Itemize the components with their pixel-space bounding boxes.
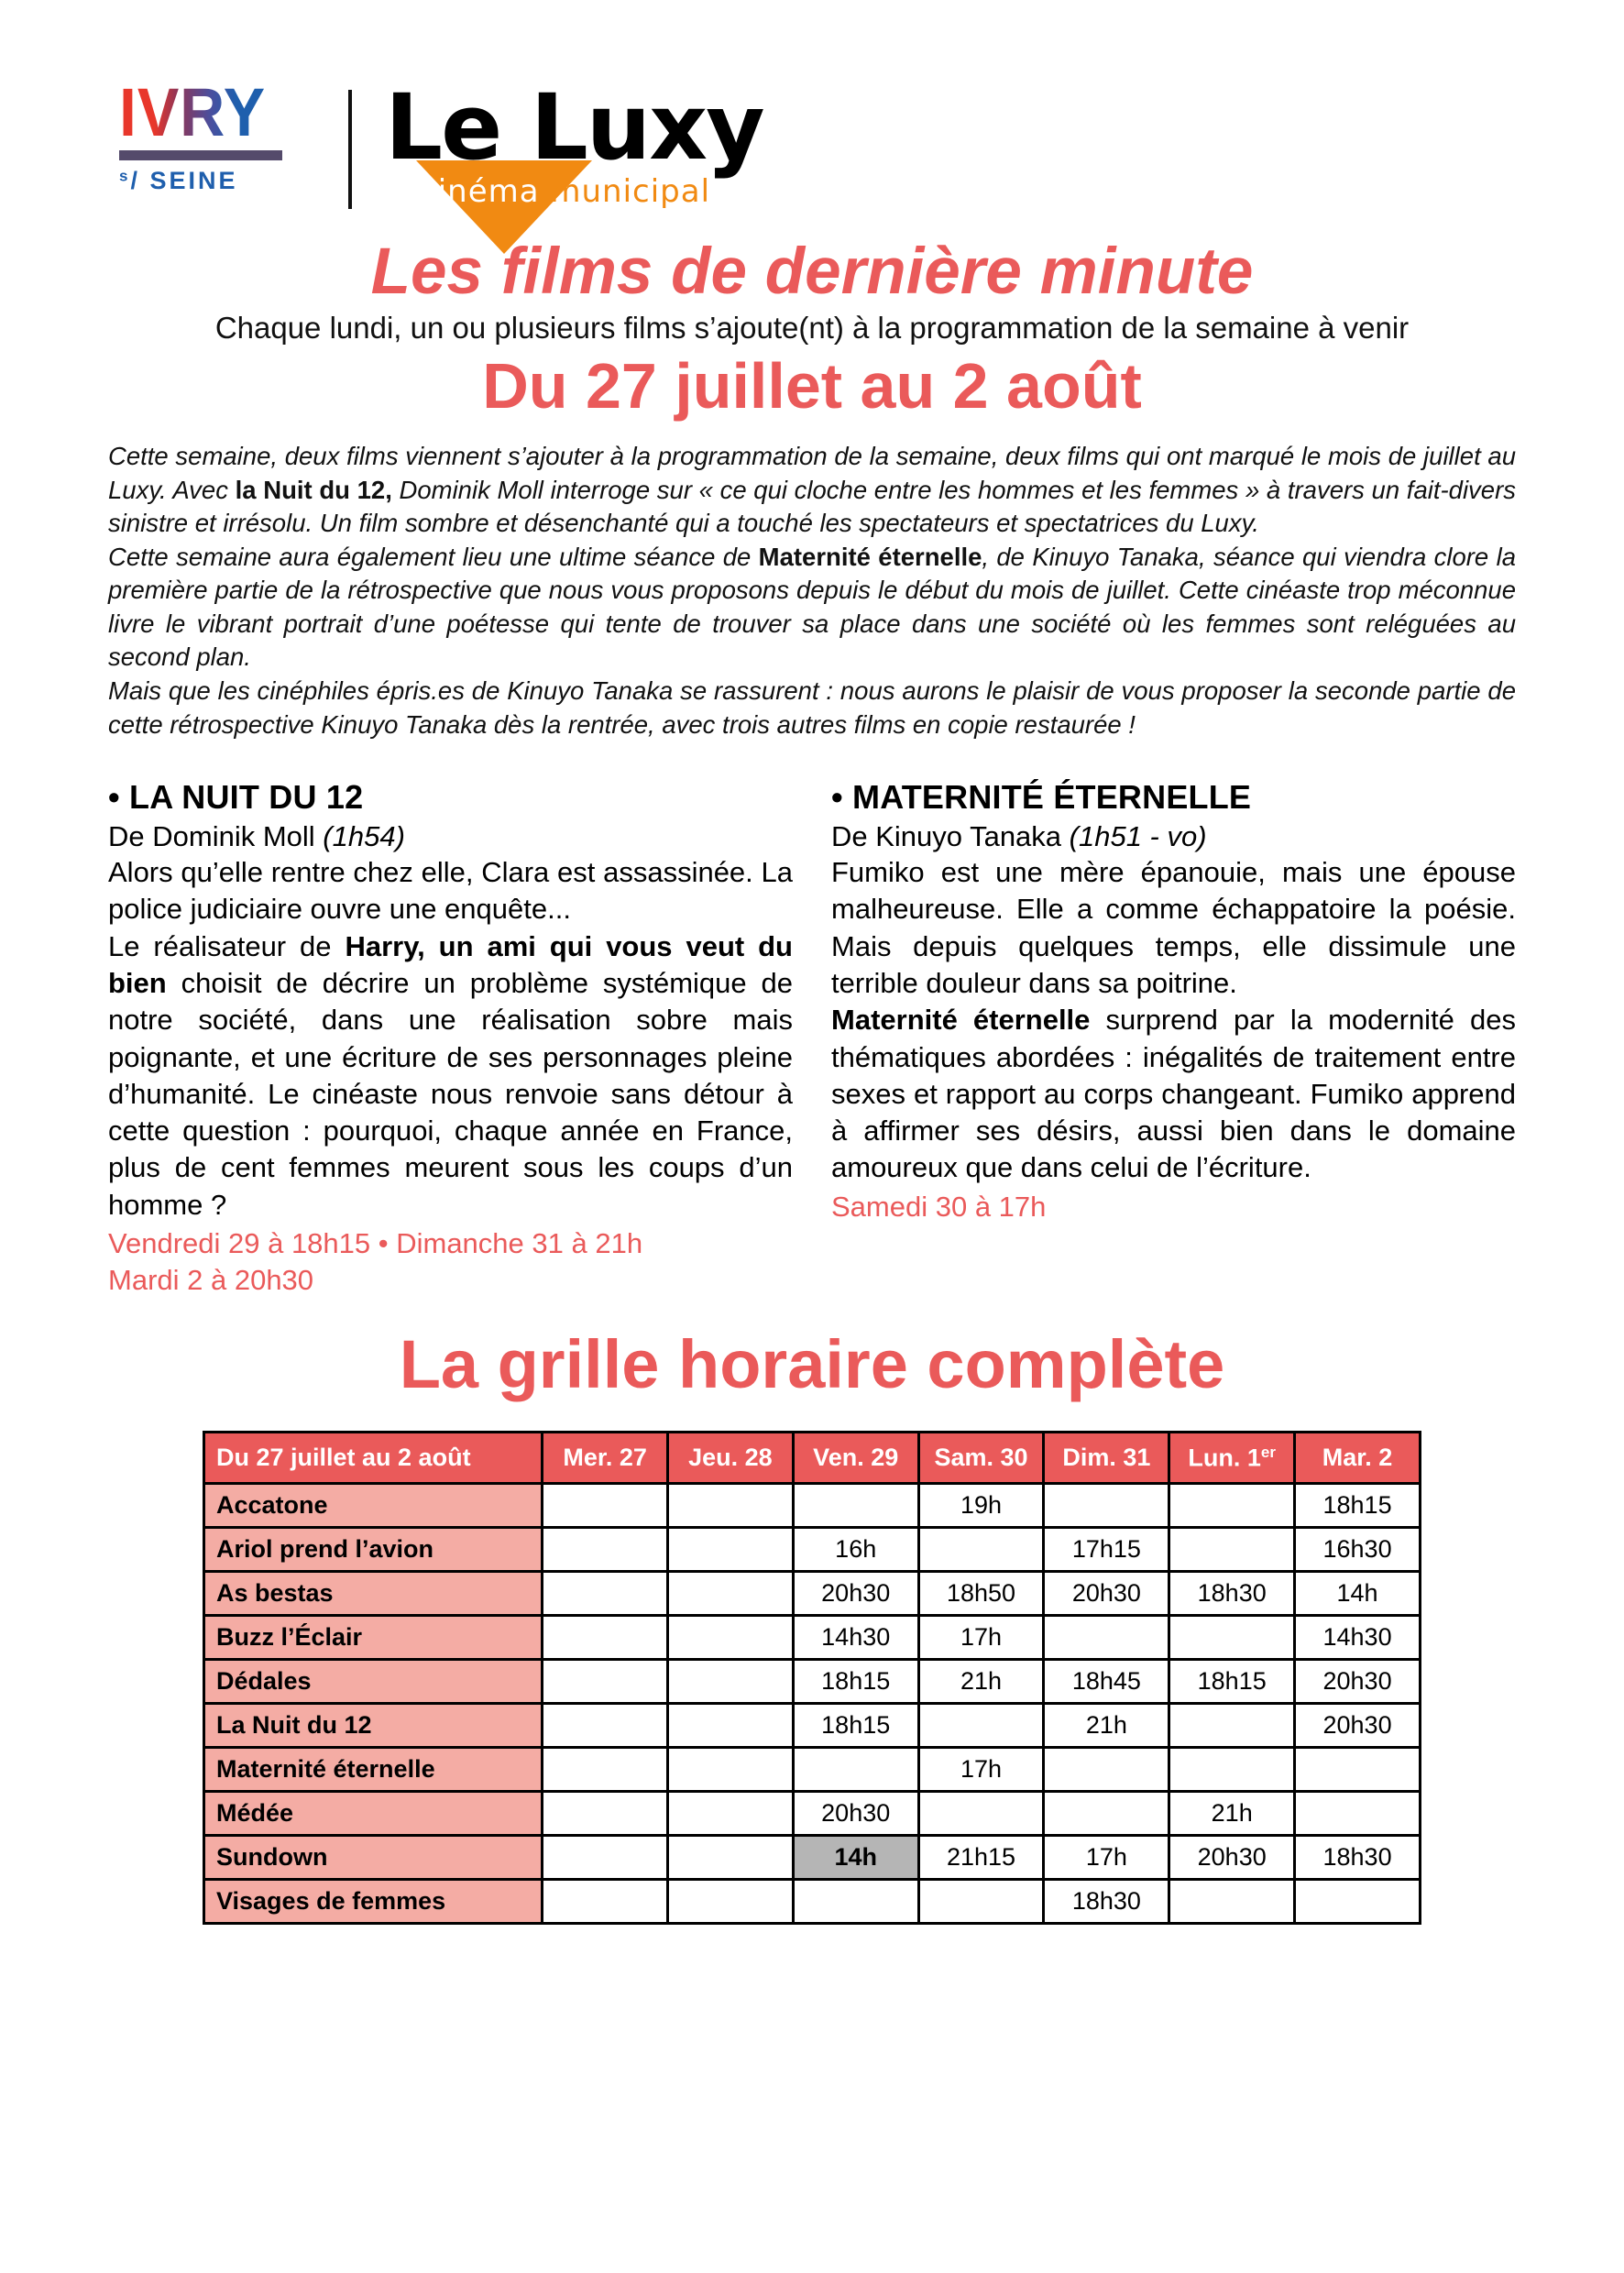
- luxy-tagline-word-2: municipal: [539, 173, 711, 210]
- schedule-empty-cell: [1044, 1484, 1169, 1528]
- ivry-city-logo: [119, 74, 312, 195]
- page-subtitle: Chaque lundi, un ou plusieurs films s’ajoute(nt) à la programmation de la semaine à venir: [214, 310, 1410, 345]
- schedule-empty-cell: [668, 1880, 794, 1924]
- table-row: [204, 1616, 1421, 1660]
- schedule-header-day-2: Jeu. 28: [668, 1433, 794, 1484]
- schedule-showtime-cell[interactable]: 21h: [918, 1660, 1044, 1704]
- schedule-showtime-cell[interactable]: 18h30: [1044, 1880, 1169, 1924]
- schedule-empty-cell: [1044, 1616, 1169, 1660]
- film-credit: [108, 820, 793, 853]
- schedule-film-name: Dédales: [204, 1660, 543, 1704]
- table-row: [204, 1528, 1421, 1572]
- intro-p1-bold: la Nuit du 12,: [235, 475, 392, 504]
- film-showtimes: [831, 1189, 1516, 1225]
- film-credit-director: De Kinuyo Tanaka: [831, 820, 1070, 853]
- schedule-showtime-cell[interactable]: 18h30: [1295, 1836, 1421, 1880]
- film-showtimes-line-1: Samedi 30 à 17h: [831, 1190, 1047, 1223]
- schedule-empty-cell: [1044, 1792, 1169, 1836]
- schedule-film-name: As bestas: [204, 1572, 543, 1616]
- schedule-showtime-cell[interactable]: 18h15: [1169, 1660, 1295, 1704]
- schedule-table-wrap: [0, 1431, 1624, 1925]
- schedule-showtime-cell[interactable]: 20h30: [1295, 1660, 1421, 1704]
- schedule-film-name: Accatone: [204, 1484, 543, 1528]
- schedule-showtime-cell[interactable]: 17h: [918, 1616, 1044, 1660]
- schedule-empty-cell: [668, 1792, 794, 1836]
- schedule-empty-cell: [793, 1748, 918, 1792]
- film-columns: [108, 778, 1516, 1298]
- schedule-showtime-cell[interactable]: 20h30: [1295, 1704, 1421, 1748]
- film-title: • MATERNITÉ ÉTERNELLE: [831, 778, 1252, 817]
- film-review-part-a: Le réalisateur de: [108, 929, 346, 962]
- film-review-part-b: choisit de décrire un problème systémique de notre société, dans une réalisation sobre mais poignante, et une écriture de ses personnages pleine d’humanité. Le cinéaste nous renvoie sans détour à cette question : pourquoi, chaque année en France, plus de cent femmes meurent sous les coups d’un homme ?: [108, 967, 793, 1221]
- schedule-header-day-7: Mar. 2: [1295, 1433, 1421, 1484]
- schedule-showtime-cell[interactable]: 17h: [918, 1748, 1044, 1792]
- film-synopsis: Fumiko est une mère épanouie, mais une épouse malheureuse. Elle a comme échappatoire la poésie. Mais depuis quelques temps, elle dissimule une terrible douleur dans sa poitrine.: [831, 856, 1516, 999]
- schedule-empty-cell: [668, 1616, 794, 1660]
- intro-p1-part-b: Dominik Moll interroge sur « ce qui cloche entre les hommes et les femmes » à travers un fait-divers sinistre et irrésolu. Un film sombre et désenchanté qui a touché les spectateurs et spectatrices du Luxy.: [108, 475, 1517, 538]
- date-range-heading: Du 27 juillet au 2 août: [482, 349, 1142, 422]
- film-title: • LA NUIT DU 12: [108, 778, 364, 817]
- schedule-film-name: Visages de femmes: [204, 1880, 543, 1924]
- schedule-empty-cell: [543, 1836, 668, 1880]
- schedule-header-row: [204, 1433, 1421, 1484]
- schedule-empty-cell: [543, 1572, 668, 1616]
- film-credit: [831, 820, 1516, 853]
- ivry-rule: [119, 150, 282, 160]
- schedule-empty-cell: [1169, 1748, 1295, 1792]
- schedule-film-name: La Nuit du 12: [204, 1704, 543, 1748]
- film-review-bold: Maternité éternelle: [831, 1004, 1091, 1037]
- schedule-empty-cell: [543, 1880, 668, 1924]
- schedule-empty-cell: [1169, 1704, 1295, 1748]
- schedule-showtime-cell[interactable]: 18h15: [793, 1660, 918, 1704]
- schedule-showtime-cell[interactable]: 16h: [793, 1528, 918, 1572]
- schedule-showtime-cell[interactable]: 21h: [1169, 1792, 1295, 1836]
- schedule-showtime-cell[interactable]: 21h: [1044, 1704, 1169, 1748]
- schedule-empty-cell: [668, 1572, 794, 1616]
- schedule-table-body: [204, 1484, 1421, 1924]
- logo-bar: [0, 0, 1624, 238]
- schedule-header-day-suffix: er: [1260, 1444, 1276, 1462]
- intro-text: [108, 440, 1516, 741]
- table-row: [204, 1572, 1421, 1616]
- schedule-empty-cell: [1295, 1792, 1421, 1836]
- intro-paragraph-1: [108, 440, 1516, 541]
- film-credit-duration: (1h54): [323, 820, 405, 853]
- schedule-showtime-cell[interactable]: 14h30: [1295, 1616, 1421, 1660]
- schedule-showtime-cell[interactable]: 18h30: [1169, 1572, 1295, 1616]
- schedule-showtime-cell[interactable]: 20h30: [1169, 1836, 1295, 1880]
- table-row: [204, 1660, 1421, 1704]
- film-column-maternite-eternelle: [831, 778, 1516, 1298]
- film-review-part-b: surprend par la modernité des thématiques abordées : inégalités de traitement entre sexes et rapport au corps changeant. Fumiko apprend à affirmer ses désirs, aussi bien dans le domaine amoureux que dans celui de l’écriture.: [831, 1004, 1516, 1184]
- schedule-empty-cell: [793, 1484, 918, 1528]
- film-showtimes-line-2: Mardi 2 à 20h30: [108, 1263, 314, 1296]
- schedule-empty-cell: [543, 1528, 668, 1572]
- schedule-empty-cell: [543, 1704, 668, 1748]
- schedule-showtime-cell[interactable]: 20h30: [793, 1792, 918, 1836]
- schedule-header-day-3: Ven. 29: [793, 1433, 918, 1484]
- schedule-empty-cell: [793, 1880, 918, 1924]
- schedule-showtime-cell[interactable]: 17h: [1044, 1836, 1169, 1880]
- schedule-showtime-cell[interactable]: 19h: [918, 1484, 1044, 1528]
- schedule-showtime-cell[interactable]: 20h30: [793, 1572, 918, 1616]
- luxy-tagline: [420, 173, 710, 210]
- schedule-empty-cell: [668, 1484, 794, 1528]
- schedule-empty-cell: [543, 1748, 668, 1792]
- schedule-showtime-cell[interactable]: 21h15: [918, 1836, 1044, 1880]
- schedule-film-name: Sundown: [204, 1836, 543, 1880]
- schedule-empty-cell: [918, 1528, 1044, 1572]
- schedule-empty-cell: [543, 1792, 668, 1836]
- film-showtimes-line-1: Vendredi 29 à 18h15 • Dimanche 31 à 21h: [108, 1227, 643, 1260]
- luxy-tagline-word-1: cinéma: [420, 173, 540, 210]
- table-row: [204, 1880, 1421, 1924]
- ivry-wordmark: IVRY: [119, 74, 267, 150]
- luxy-cinema-logo: [385, 75, 763, 225]
- film-showtimes: [108, 1225, 793, 1298]
- schedule-header-daterange: Du 27 juillet au 2 août: [204, 1433, 543, 1484]
- table-row: [204, 1792, 1421, 1836]
- film-review: [831, 1002, 1516, 1186]
- schedule-table-head: [204, 1433, 1421, 1484]
- schedule-empty-cell: [668, 1528, 794, 1572]
- intro-paragraph-3: Mais que les cinéphiles épris.es de Kinuyo Tanaka se rassurent : nous aurons le plaisir de vous proposer la seconde partie de cette rétrospective Kinuyo Tanaka dès la rentrée, avec trois autres films en copie restaurée !: [108, 675, 1516, 739]
- ivry-sub-rest: / SEINE: [130, 167, 238, 195]
- schedule-header-day-6: Lun. 1er: [1169, 1433, 1295, 1484]
- intro-paragraph-2: [108, 541, 1516, 675]
- film-review-bold: Harry, un ami qui vous veut du bien: [108, 929, 793, 999]
- schedule-showtime-cell[interactable]: 17h15: [1044, 1528, 1169, 1572]
- luxy-tagline-wrap: [385, 160, 763, 225]
- schedule-empty-cell: [918, 1704, 1044, 1748]
- schedule-showtime-cell[interactable]: 18h15: [793, 1704, 918, 1748]
- luxy-wordmark: Le Luxy: [385, 75, 763, 181]
- schedule-empty-cell: [543, 1660, 668, 1704]
- schedule-film-name: Médée: [204, 1792, 543, 1836]
- schedule-empty-cell: [668, 1748, 794, 1792]
- schedule-showtime-cell[interactable]: 14h30: [793, 1616, 918, 1660]
- intro-p2-part-b: , de Kinuyo Tanaka, séance qui viendra clore la première partie de la rétrospective que nous vous proposons depuis le début du mois de juillet. Cette cinéaste trop méconnue livre le vibrant portrait d’une poétesse qui tente de trouver sa place dans une société où les femmes sont reléguées au second plan.: [108, 542, 1516, 672]
- schedule-showtime-cell[interactable]: 20h30: [1044, 1572, 1169, 1616]
- intro-p2-part-a: Cette semaine aura également lieu une ultime séance de: [108, 542, 759, 571]
- table-row: [204, 1748, 1421, 1792]
- schedule-header-day-5: Dim. 31: [1044, 1433, 1169, 1484]
- ivry-sub-sup: s: [119, 167, 131, 185]
- schedule-heading: La grille horaire complète: [399, 1326, 1225, 1403]
- film-review: [108, 928, 793, 1224]
- table-row: [204, 1836, 1421, 1880]
- intro-p2-bold: Maternité éternelle: [758, 542, 982, 571]
- schedule-empty-cell: [668, 1704, 794, 1748]
- schedule-empty-cell: [1169, 1616, 1295, 1660]
- film-column-la-nuit-du-12: [108, 778, 793, 1298]
- schedule-empty-cell: [1169, 1528, 1295, 1572]
- ivry-subtitle: [119, 167, 312, 195]
- schedule-film-name: Maternité éternelle: [204, 1748, 543, 1792]
- schedule-empty-cell: [918, 1880, 1044, 1924]
- film-credit-duration: (1h51 - vo): [1069, 820, 1207, 853]
- schedule-showtime-cell[interactable]: 14h: [1295, 1572, 1421, 1616]
- schedule-showtime-cell[interactable]: 14h: [793, 1836, 918, 1880]
- schedule-empty-cell: [1295, 1880, 1421, 1924]
- schedule-empty-cell: [543, 1616, 668, 1660]
- page-title: Les films de dernière minute: [370, 236, 1254, 308]
- schedule-empty-cell: [543, 1484, 668, 1528]
- logo-divider: [348, 90, 352, 209]
- schedule-showtime-cell[interactable]: 18h45: [1044, 1660, 1169, 1704]
- intro-p1-part-a: Cette semaine, deux films viennent s’ajouter à la programmation de la semaine, deux films qui ont marqué le mois de juillet au Luxy. Avec: [108, 442, 1516, 504]
- table-row: [204, 1484, 1421, 1528]
- schedule-header-day-4: Sam. 30: [918, 1433, 1044, 1484]
- schedule-empty-cell: [1169, 1880, 1295, 1924]
- film-synopsis: Alors qu’elle rentre chez elle, Clara est assassinée. La police judiciaire ouvre une enquête...: [108, 856, 793, 926]
- schedule-empty-cell: [1044, 1748, 1169, 1792]
- film-credit-director: De Dominik Moll: [108, 820, 324, 853]
- schedule-empty-cell: [668, 1836, 794, 1880]
- schedule-film-name: Ariol prend l’avion: [204, 1528, 543, 1572]
- schedule-empty-cell: [918, 1792, 1044, 1836]
- schedule-showtime-cell[interactable]: 16h30: [1295, 1528, 1421, 1572]
- schedule-header-day-1: Mer. 27: [543, 1433, 668, 1484]
- schedule-empty-cell: [1295, 1748, 1421, 1792]
- table-row: [204, 1704, 1421, 1748]
- schedule-film-name: Buzz l’Éclair: [204, 1616, 543, 1660]
- schedule-empty-cell: [1169, 1484, 1295, 1528]
- schedule-empty-cell: [668, 1660, 794, 1704]
- schedule-showtime-cell[interactable]: 18h15: [1295, 1484, 1421, 1528]
- schedule-showtime-cell[interactable]: 18h50: [918, 1572, 1044, 1616]
- schedule-table: [203, 1431, 1421, 1925]
